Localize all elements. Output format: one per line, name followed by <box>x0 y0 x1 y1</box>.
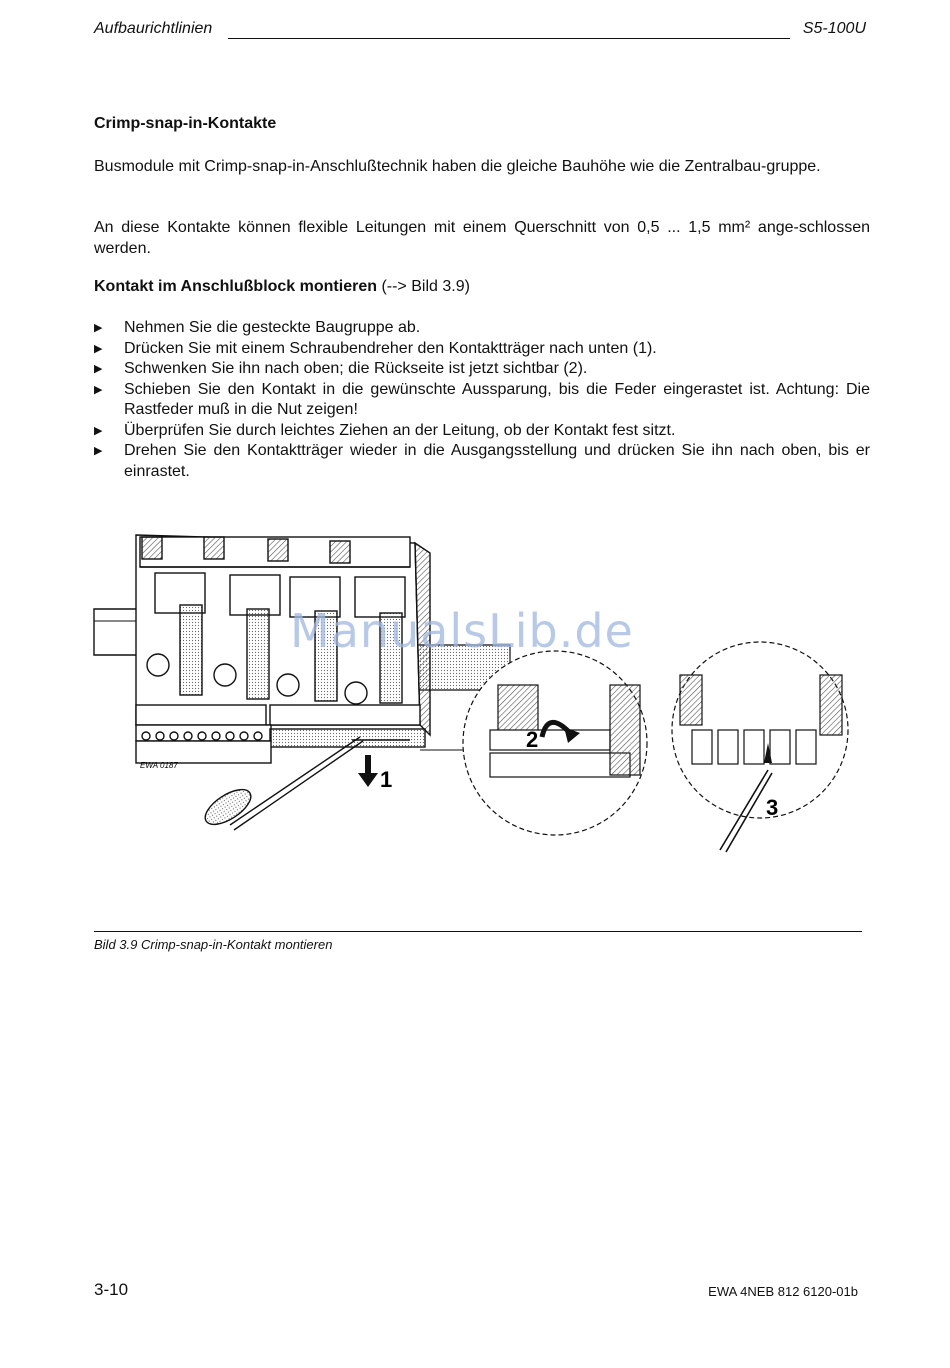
paragraph-1: Busmodule mit Crimp-snap-in-Anschlußtechnik haben die gleiche Bauhöhe wie die Zentralbau-gruppe. <box>94 158 821 175</box>
header-product: S5-100U <box>802 20 866 37</box>
triangle-bullet-icon: ▶ <box>94 383 103 396</box>
list-item: ▶ Überprüfen Sie durch leichtes Ziehen an der Leitung, ob der Kontakt fest sitzt. <box>94 421 870 442</box>
figure-reference: (--> Bild 3.9) <box>377 278 470 295</box>
figure-illustration <box>80 525 870 865</box>
sub-heading <box>94 278 470 296</box>
header-rule <box>228 38 790 39</box>
detail-circle-1 <box>463 651 647 835</box>
list-item: ▶ Nehmen Sie die gesteckte Baugruppe ab. <box>94 318 870 339</box>
sub-heading-title: Kontakt im Anschlußblock montieren <box>94 278 377 295</box>
figure-label-code: EWA 0187 <box>140 761 178 770</box>
detail-circle-2 <box>672 642 848 852</box>
triangle-bullet-icon: ▶ <box>94 424 103 437</box>
page-number: 3-10 <box>94 1280 129 1299</box>
figure-caption: Bild 3.9 Crimp-snap-in-Kontakt montieren <box>94 937 333 952</box>
step-1-arrow <box>358 755 378 787</box>
step-list <box>94 318 870 482</box>
section-title: Crimp-snap-in-Kontakte <box>94 115 277 132</box>
paragraph-2: An diese Kontakte können flexible Leitungen mit einem Querschnitt von 0,5 ... 1,5 mm² ange-schlossen werden. <box>94 219 870 257</box>
list-item: ▶ Schwenken Sie ihn nach oben; die Rückseite ist jetzt sichtbar (2). <box>94 359 870 380</box>
step-3-number: 3 <box>766 795 779 820</box>
watermark: ManualsLib.de <box>290 604 634 658</box>
list-item: ▶ Drücken Sie mit einem Schraubendreher den Kontaktträger nach unten (1). <box>94 339 870 360</box>
caption-rule <box>94 931 862 932</box>
list-item: ▶ Drehen Sie den Kontaktträger wieder in die Ausgangsstellung und drücken Sie ihn nach oben, bis er einrastet. <box>94 442 870 480</box>
step-1-number: 1 <box>380 767 393 792</box>
document-code: EWA 4NEB 812 6120-01b <box>708 1284 858 1299</box>
step-2-number: 2 <box>526 727 539 752</box>
header-title: Aufbaurichtlinien <box>94 20 213 37</box>
triangle-bullet-icon: ▶ <box>94 363 103 375</box>
triangle-bullet-icon: ▶ <box>94 342 103 355</box>
triangle-bullet-icon: ▶ <box>94 322 103 334</box>
list-item: ▶ Schieben Sie den Kontakt in die gewünschte Aussparung, bis die Feder eingerastet ist. Achtung: Die Rastfeder muß in die Nut zeigen! <box>94 380 870 418</box>
triangle-bullet-icon: ▶ <box>94 445 103 457</box>
